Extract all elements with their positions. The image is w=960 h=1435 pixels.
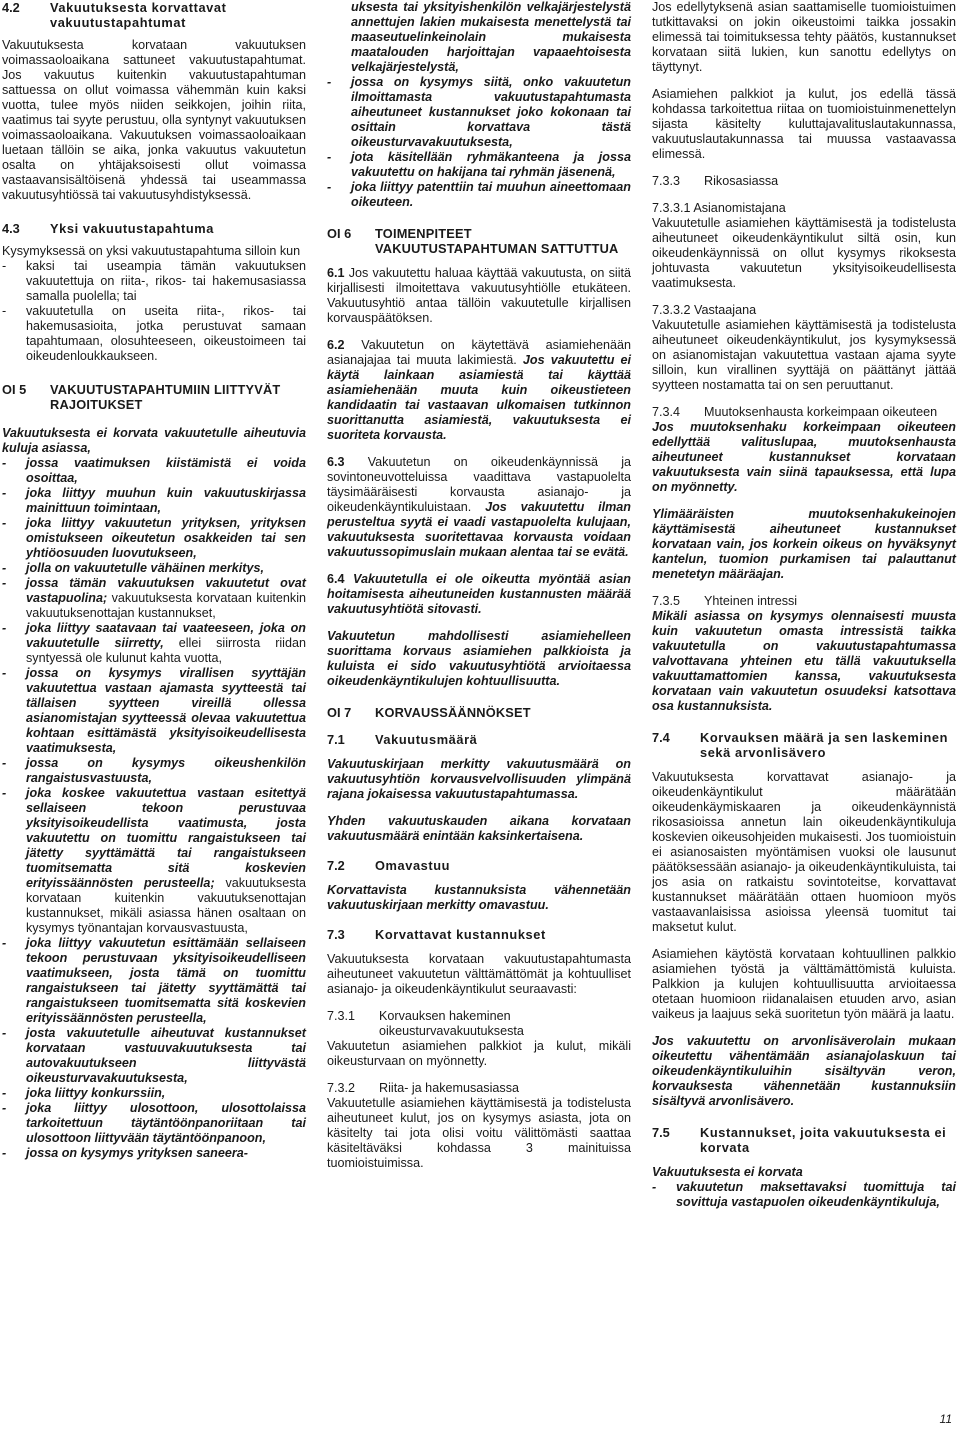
section-ol7-heading [327,705,631,720]
section-7-3-heading [327,927,631,942]
paragraph: Vakuutetulle asiamiehen käyttämisestä ja todistelusta aiheutuneet oikeudenkäyntikulut, jos kysymyksessä on asianomistajan vakuutettua vastaan ajama syyte silloin, kun virallinen syyttäjä on päättänyt jättää syytteen nostamatta tai on sen peruuttanut. [652,318,956,392]
section-4-3-heading [2,221,306,236]
list-item: - josta vakuutetulle aiheutuvat kustannukset korvataan vastuuvakuutuksesta tai autovakuutukseen liittyvästä oikeusturvavakuutuksesta, [2,1026,306,1086]
paragraph: Mikäli asiassa on kysymys olennaisesti muusta kuin vakuutetun omasta intressistä taikka vakuutetulla on vakuutustapahtumassa valvottavana yhteinen etu tällä vakuutuksella vakuuttamattomien kanssa, vakuutuksesta korvataan vain vakuutetun osuudeksi katsottava osa kustannuksista. [652,609,956,713]
section-7-1-heading [327,732,631,747]
section-number: 7.5 [652,1125,670,1140]
list-item: - joka liittyy konkurssiin, [2,1086,306,1101]
subsection-7-3-4-heading: 7.3.4 Muutoksenhausta korkeimpaan oikeuteen [652,405,938,419]
section-title: Vakuutuksesta korvattavat vakuutustapahtumat [50,0,227,30]
list-item: - joka koskee vakuutettua vastaan esitettyä sellaiseen tekoon perustuvaa yksityisoikeudellista vaatimusta, josta vakuutettu on tuomittu rangaistukseen tai jätetty syyttämättä tai rangaistukseen tuomitsematta sitä koskevien erityissäännösten perusteella; vakuutuksesta korvataan kuitenkin vakuutuksenottajan kustannukset, mikäli asiassa hänen osaltaan on kysymys työnantajan korvausvastuusta, [2,786,306,936]
exclusion-list-cont [327,75,631,210]
paragraph: Vakuutuksesta ei korvata [652,1165,803,1179]
list-item: - jossa on kysymys virallisen syyttäjän vakuutettua vastaan ajamasta syytteestä tai tällaisen syytteen vireillä ollessa asianomistajan syytteessä olevaa vakuutettua kohtaan esittämästä yksityisoikeudellisesta vaatimuksesta, [2,666,306,756]
section-title: Vakuutusmäärä [375,732,478,747]
subsection-7-3-1-heading: 7.3.1 Korvauksen hakeminen oikeusturvavakuutuksesta [327,1009,524,1038]
list-item: - jota käsitellään ryhmäkanteena ja jossa vakuutettu on hakijana tai ryhmän jäsenenä, [327,150,631,180]
paragraph: Ylimääräisten muutoksenhakukeinojen käyttämisestä aiheutuneet kustannukset korvataan vain, jos korkein oikeus on hyväksynyt kantelun, tuomion purkamisen tai palauttanut menetetyn määräajan. [652,507,956,581]
page-number: 11 [939,1412,952,1426]
section-number: 7.2 [327,858,345,873]
list-item: - jossa vaatimuksen kiistämistä ei voida osoittaa, [2,456,306,486]
list-item: - vakuutetun maksettavaksi tuomittuja tai sovittuja vastapuolen oikeudenkäyntikuluja, [652,1180,956,1210]
section-title: Omavastuu [375,858,451,873]
paragraph: Vakuutetulle asiamiehen käyttämisestä ja todistelusta aiheutuneet oikeudenkäyntikulut siltä osin, kun oikeudenkäynnissä on ollut kysymys rikoksesta johtuvasta vakuutetun yksityisoikeudellisesta vaatimuksesta. [652,216,956,290]
list-item: - jossa on kysymys oikeushenkilön rangaistusvastuusta, [2,756,306,786]
section-number: OI 7 [327,705,352,720]
dash-list [2,259,306,364]
section-title: Korvauksen määrä ja sen laskeminen sekä arvonlisävero [700,730,949,760]
list-item: - jossa on kysymys yrityksen saneera- [2,1146,306,1161]
paragraph: Vakuutuskirjaan merkitty vakuutusmäärä on vakuutusyhtiön korvausvelvollisuuden ylimpänä rajana jokaisessa vakuutustapahtumassa. [327,757,631,801]
section-number: 7.3 [327,927,345,942]
paragraph-6-3: 6.3 Vakuutetun on oikeudenkäynnissä ja sovintoneuvotteluissa vaadittava vastapuolelta täysimääräisesti korvausta asianajo- ja oikeudenkäyntikuluistaan. Jos vakuutettu ilman perusteltua syytä ei vaadi vastapuolelta kulujaan, vakuutuksesta suoritettavaa korvausta voidaan vakuutussopimuslain mukaan alentaa tai se evätä. [327,455,631,559]
section-number: 7.1 [327,732,345,747]
paragraph: Vakuutetulle asiamiehen käyttämisestä ja todistelusta aiheutuneet kulut, jos on kysymys asiasta, jota on käsitelty tai jota olisi voitu välittömästi saattaa käsiteltäväksi kohdassa 3 mainituissa tuomioistuimissa. [327,1096,631,1170]
paragraph-6-4: 6.4 Vakuutetulla ei ole oikeutta myöntää asian hoitamisesta aiheutuneiden kustannusten määrää vakuutusyhtiötä sitovasti. [327,572,631,616]
column-middle [327,0,631,1171]
section-title: Korvattavat kustannukset [375,927,546,942]
list-item: - joka liittyy saatavaan tai vaateeseen, joka on vakuutetulle siirretty, ellei siirrosta riidan syntyessä ole kulunut kahta vuotta, [2,621,306,666]
subsection-7-3-3-2-heading: 7.3.3.2 Vastaajana [652,303,757,317]
column-left [2,0,306,1161]
paragraph: Jos muutoksenhaku korkeimpaan oikeuteen edellyttää valituslupaa, muutoksenhausta aiheutuneet kustannukset korvataan vakuutuksesta vain siinä tapauksessa, että lupa on myönnetty. [652,420,956,494]
list-item: - jossa tämän vakuutuksen vakuutetut ovat vastapuolina; vakuutuksesta korvataan kuitenkin vakuutuksenottajan kustannukset, [2,576,306,621]
paragraph: Vakuutuksesta ei korvata vakuutetulle aiheutuvia kuluja asiassa, [2,426,306,455]
list-item: - joka liittyy ulosottoon, ulosottolaissa tarkoitettuun täytäntöönpanoriitaan tai ulosottoon liittyvään täytäntöönpanoon, [2,1101,306,1146]
list-continuation: uksesta tai yksityishenkilön velkajärjestelystä annettujen lakien mukaisesta menettelystä tai maaseutuelinkeinolain mukaisesta maatalouden harjoittajan vapaaehtoisesta velkajärjestelystä, [351,0,631,74]
paragraph: Korvattavista kustannuksista vähennetään vakuutuskirjaan merkitty omavastuu. [327,883,631,912]
list-item: - joka liittyy vakuutetun esittämään sellaiseen tekoon perustuvaan yksityisoikeudelliseen vaatimukseen, josta tämä on tuomittu rangaistukseen tai jätetty syyttämättä tai rangaistukseen tuomitsematta sitä koskevien erityissäännösten perusteella, [2,936,306,1026]
section-7-2-heading [327,858,631,873]
list-item: - jolla on vakuutetulle vähäinen merkitys, [2,561,306,576]
column-right [652,0,956,1210]
list-item: - joka liittyy vakuutetun yrityksen, yrityksen omistukseen oikeutetun osakkeiden tai sen yhtiöosuuden luovutukseen, [2,516,306,561]
paragraph-6-2: 6.2 Vakuutetun on käytettävä asiamiehenään asianajajaa tai muuta lakimiestä. Jos vakuutettu ei käytä lainkaan asiamiestä tai käyttää asiamiehenään muuta kuin oikeustieteen kandidaatin tai vastaavan ulkomaisen tutkinnon suorittanutta asiamiestä, vakuutuksesta ei suoriteta korvausta. [327,338,631,442]
section-title: Kustannukset, joita vakuutuksesta ei korvata [700,1125,947,1155]
section-title: TOIMENPITEET VAKUUTUSTAPAHTUMAN SATTUTTUA [375,226,619,256]
paragraph: Asiamiehen palkkiot ja kulut, jos edellä tässä kohdassa tarkoitettua riitaa on tuomioistuinmenettelyn sijasta käsitelty kuluttajavalituslautakunnassa, vakuutuslautakunnassa tai muussa vastaavassa elimessä. [652,87,956,161]
section-number: OI 6 [327,226,352,241]
list-item: - joka liittyy muuhun kuin vakuutuskirjassa mainittuun toimintaan, [2,486,306,516]
paragraph: Vakuutuksesta korvataan vakuutuksen voimassaoloaikana sattuneet vakuutustapahtumat. Jos vakuutus kuitenkin vakuutustapahtuman sattuessa on ollut voimassa vähemmän kuin kaksi vuotta, tulee myös niiden seikkojen, joihin riita, vaatimus tai syyte perustuu, olla syntynyt vakuutuksen voimassaoloaikana. Vakuutuksen voimassaoloaikaan luetaan tällöin se aika, jonka vakuutus vakuutetun osalta on yhtäjaksoisesti ollut voimassa vastaavansisältöisenä yhdessä tai useammassa vakuutusyhtiössä tai vakuutusyhdistyksessä. [2,38,306,202]
section-7-4-heading [652,730,956,760]
section-7-5-heading [652,1125,956,1155]
list-item: - jossa on kysymys siitä, onko vakuutetun ilmoittamasta vakuutustapahtumasta aiheutuneet kustannukset joko kokonaan tai osittain korvattava tästä oikeusturvavakuutuksesta, [327,75,631,150]
section-number: 4.3 [2,221,20,236]
section-4-2-heading [2,0,306,30]
section-title: VAKUUTUSTAPAHTUMIIN LIITTYVÄT RAJOITUKSET [50,382,281,412]
list-item: - vakuutetulla on useita riita-, rikos- tai hakemusasioita, jotka perustuvat samaan tapahtumaan, olosuhteeseen, oikeustoimeen tai oikeudenloukkaukseen. [2,304,306,364]
section-ol5-heading [2,382,306,412]
paragraph: Vakuutetun asiamiehen palkkiot ja kulut, mikäli oikeusturvaan on myönnetty. [327,1039,631,1068]
exclusion-list [2,456,306,1161]
paragraph: Vakuutuksesta korvataan vakuutustapahtumasta aiheutuneet vakuutetun välttämättömät ja kohtuulliset asianajo- ja oikeudenkäyntikulut seuraavasti: [327,952,631,996]
section-title: Yksi vakuutustapahtuma [50,221,214,236]
paragraph-6-1: 6.1 Jos vakuutettu haluaa käyttää vakuutusta, on siitä kirjallisesti ilmoitettava vakuutusyhtiölle etukäteen. Vakuutusyhtiö antaa tällöin vakuutetulle kirjallisen korvauspäätöksen. [327,266,631,325]
paragraph: Vakuutuksesta korvattavat asianajo- ja oikeudenkäyntikulut määrätään oikeudenkäymiskaaren ja oikeudenkäynnistä rikosasioissa annetun lain oikeudenkäyntikuluja koskevien oikeusohjeiden mukaisesti. Jos tuomioistuin ei asianosaisten myöntämisen vuoksi ole lausunut päätöksessään asianajo- ja oikeudenkäyntikuluista, tai jos asia on ratkaistu sovintoteitse, korvattavat kustannukset määrätään ottaen huomioon myös vastaavanlaisissa asioissa yleensä tuomitut tai maksetut kulut. [652,770,956,934]
section-number: OI 5 [2,382,27,397]
list-item: - joka liittyy patenttiin tai muuhun aineettomaan oikeuteen. [327,180,631,210]
subsection-7-3-3-1-heading: 7.3.3.1 Asianomistajana [652,201,786,215]
subsection-7-3-2-heading: 7.3.2 Riita- ja hakemusasiassa [327,1081,519,1095]
subsection-7-3-5-heading: 7.3.5 Yhteinen intressi [652,594,798,608]
section-number: 4.2 [2,0,20,15]
section-title: KORVAUSSÄÄNNÖKSET [375,705,531,720]
section-ol6-heading [327,226,631,256]
paragraph: Vakuutetun mahdollisesti asiamiehelleen suorittama korvaus asiamiehen palkkioista ja kuluista ei sido vakuutusyhtiötä arvioitaessa oikeudenkäyntikulujen kohtuullisuutta. [327,629,631,688]
paragraph: Jos vakuutettu on arvonlisäverolain mukaan oikeutettu vähentämään asianajolaskuun tai oikeudenkäyntikuluihin sisältyvän veron, korvauksesta vähennetään kustannuksiin sisältyvä arvonlisävero. [652,1034,956,1108]
paragraph: Yhden vakuutuskauden aikana korvataan vakuutusmäärä enintään kaksinkertaisena. [327,814,631,843]
section-number: 7.4 [652,730,670,745]
exclusion-list [652,1180,956,1210]
paragraph: Kysymyksessä on yksi vakuutustapahtuma silloin kun [2,244,301,258]
paragraph: Jos edellytyksenä asian saattamiselle tuomioistuimen tutkittavaksi on jokin oikeustoimi taikka jossakin elimessä tai toimituksessa tehty päätös, kustannukset korvataan siitä lukien, kun sanottu edellytys on täyttynyt. [652,0,956,74]
subsection-7-3-3-heading: 7.3.3 Rikosasiassa [652,174,779,188]
paragraph: Asiamiehen käytöstä korvataan kohtuullinen palkkio asiamiehen työstä ja välttämättömistä kuluista. Palkkion ja kulujen kohtuullisuutta arvioitaessa otetaan huomioon riidanalaisen etuuden arvo, asian vaikeus ja laajuus sekä suoritetun työn määrä ja laatu. [652,947,956,1021]
list-item: - kaksi tai useampia tämän vakuutuksen vakuutettuja on riita-, rikos- tai hakemusasiassa samalla puolella; tai [2,259,306,304]
